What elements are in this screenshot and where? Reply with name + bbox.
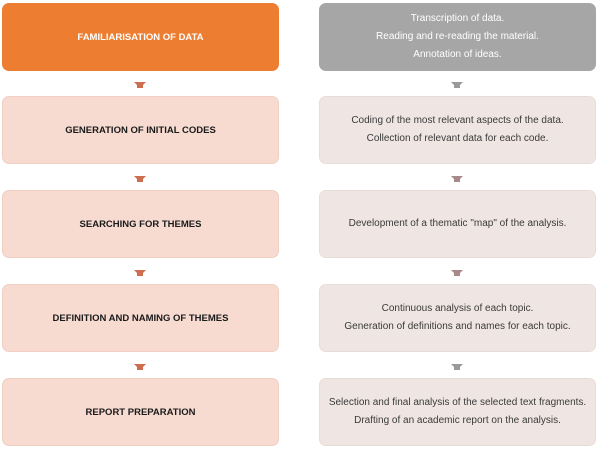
step-initial-codes-details — [319, 96, 596, 164]
step-familiarisation-box — [2, 3, 279, 71]
down-arrow-icon — [451, 82, 463, 88]
detail-line: Generation of definitions and names for each topic. — [344, 321, 571, 332]
step-naming-themes-box — [2, 284, 279, 352]
down-arrow-icon — [134, 82, 146, 88]
step-report-details — [319, 378, 596, 446]
step-searching-themes-box — [2, 190, 279, 258]
detail-line: Reading and re-reading the material. — [376, 31, 539, 42]
step-title: SEARCHING FOR THEMES — [79, 218, 202, 230]
detail-line: Drafting of an academic report on the analysis. — [354, 415, 561, 426]
detail-line: Transcription of data. — [410, 13, 505, 24]
step-report-box — [2, 378, 279, 446]
step-familiarisation-details — [319, 3, 596, 71]
step-title: DEFINITION AND NAMING OF THEMES — [52, 312, 229, 324]
detail-line: Collection of relevant data for each code. — [366, 133, 549, 144]
step-title: GENERATION OF INITIAL CODES — [65, 124, 216, 136]
down-arrow-icon — [451, 270, 463, 276]
down-arrow-icon — [134, 364, 146, 370]
detail-line: Development of a thematic "map" of the analysis. — [348, 218, 567, 229]
down-arrow-icon — [451, 176, 463, 182]
step-title: REPORT PREPARATION — [85, 406, 196, 418]
detail-line: Selection and final analysis of the selected text fragments. — [328, 397, 587, 408]
step-naming-themes-details — [319, 284, 596, 352]
down-arrow-icon — [451, 364, 463, 370]
step-title: FAMILIARISATION OF DATA — [77, 31, 204, 43]
step-searching-themes-details — [319, 190, 596, 258]
detail-line: Coding of the most relevant aspects of the data. — [351, 115, 564, 126]
down-arrow-icon — [134, 270, 146, 276]
step-initial-codes-box — [2, 96, 279, 164]
down-arrow-icon — [134, 176, 146, 182]
detail-line: Continuous analysis of each topic. — [381, 303, 534, 314]
detail-line: Annotation of ideas. — [413, 49, 502, 60]
